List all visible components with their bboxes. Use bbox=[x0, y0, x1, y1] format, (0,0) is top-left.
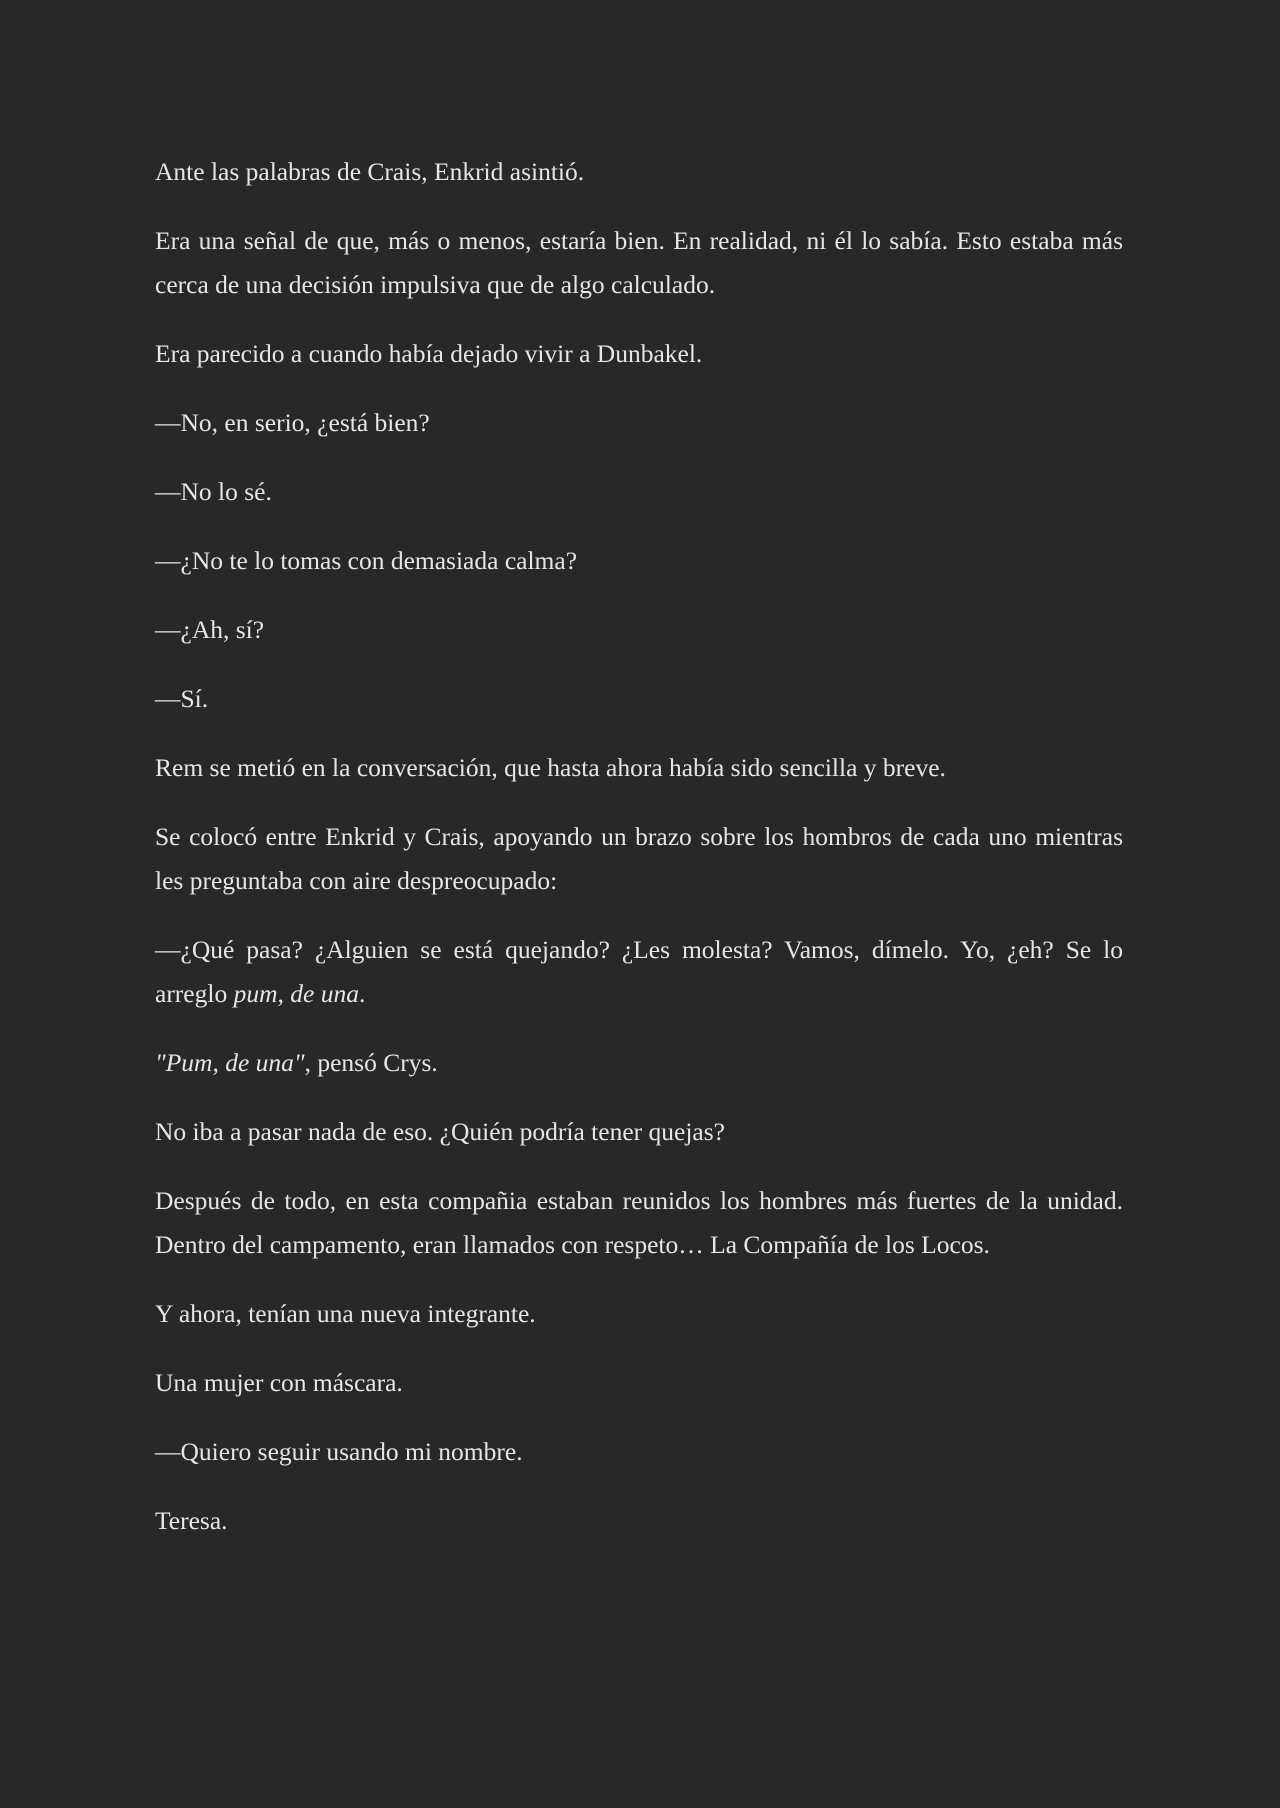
dialogue-line-2: —No lo sé. bbox=[155, 477, 272, 506]
dialogue-line-5: —Sí. bbox=[155, 684, 209, 713]
dialogue-text: —¿Qué pasa? ¿Alguien se está quejando? ¿Les molesta? Vamos, dímelo. Yo, ¿eh? Se lo arreglo bbox=[155, 935, 1123, 1008]
paragraph-16: Una mujer con máscara. bbox=[155, 1368, 403, 1397]
paragraph-13: No iba a pasar nada de eso. ¿Quién podría tener quejas? bbox=[155, 1117, 725, 1146]
dialogue-end: . bbox=[358, 979, 366, 1008]
document-page bbox=[155, 150, 1123, 1568]
dialogue-line-3: —¿No te lo tomas con demasiada calma? bbox=[155, 546, 578, 575]
dialogue-line-1: —No, en serio, ¿está bien? bbox=[155, 408, 430, 437]
paragraph-12-text: , pensó Crys. bbox=[304, 1048, 438, 1077]
paragraph-2: Era una señal de que, más o menos, estaría bien. En realidad, ni él lo sabía. Esto estaba más cerca de una decisión impulsiva que de algo calculado. bbox=[155, 226, 1123, 299]
paragraph-12 bbox=[155, 1041, 1123, 1085]
dialogue-line-4: —¿Ah, sí? bbox=[155, 615, 265, 644]
dialogue-line-7: —Quiero seguir usando mi nombre. bbox=[155, 1437, 523, 1466]
paragraph-14: Después de todo, en esta compañia estaban reunidos los hombres más fuertes de la unidad. Dentro del campamento, eran llamados con respeto… La Compañía de los Locos. bbox=[155, 1186, 1123, 1259]
paragraph-9: Rem se metió en la conversación, que hasta ahora había sido sencilla y breve. bbox=[155, 753, 946, 782]
paragraph-1: Ante las palabras de Crais, Enkrid asintió. bbox=[155, 157, 585, 186]
italic-quote: "Pum, de una" bbox=[155, 1048, 305, 1077]
paragraph-18: Teresa. bbox=[155, 1506, 228, 1535]
dialogue-line-6 bbox=[155, 928, 1123, 1016]
paragraph-15: Y ahora, tenían una nueva integrante. bbox=[155, 1299, 536, 1328]
italic-phrase: pum, de una bbox=[233, 979, 359, 1008]
paragraph-3: Era parecido a cuando había dejado vivir a Dunbakel. bbox=[155, 339, 703, 368]
paragraph-10: Se colocó entre Enkrid y Crais, apoyando un brazo sobre los hombros de cada uno mientras les preguntaba con aire despreocupado: bbox=[155, 822, 1123, 895]
